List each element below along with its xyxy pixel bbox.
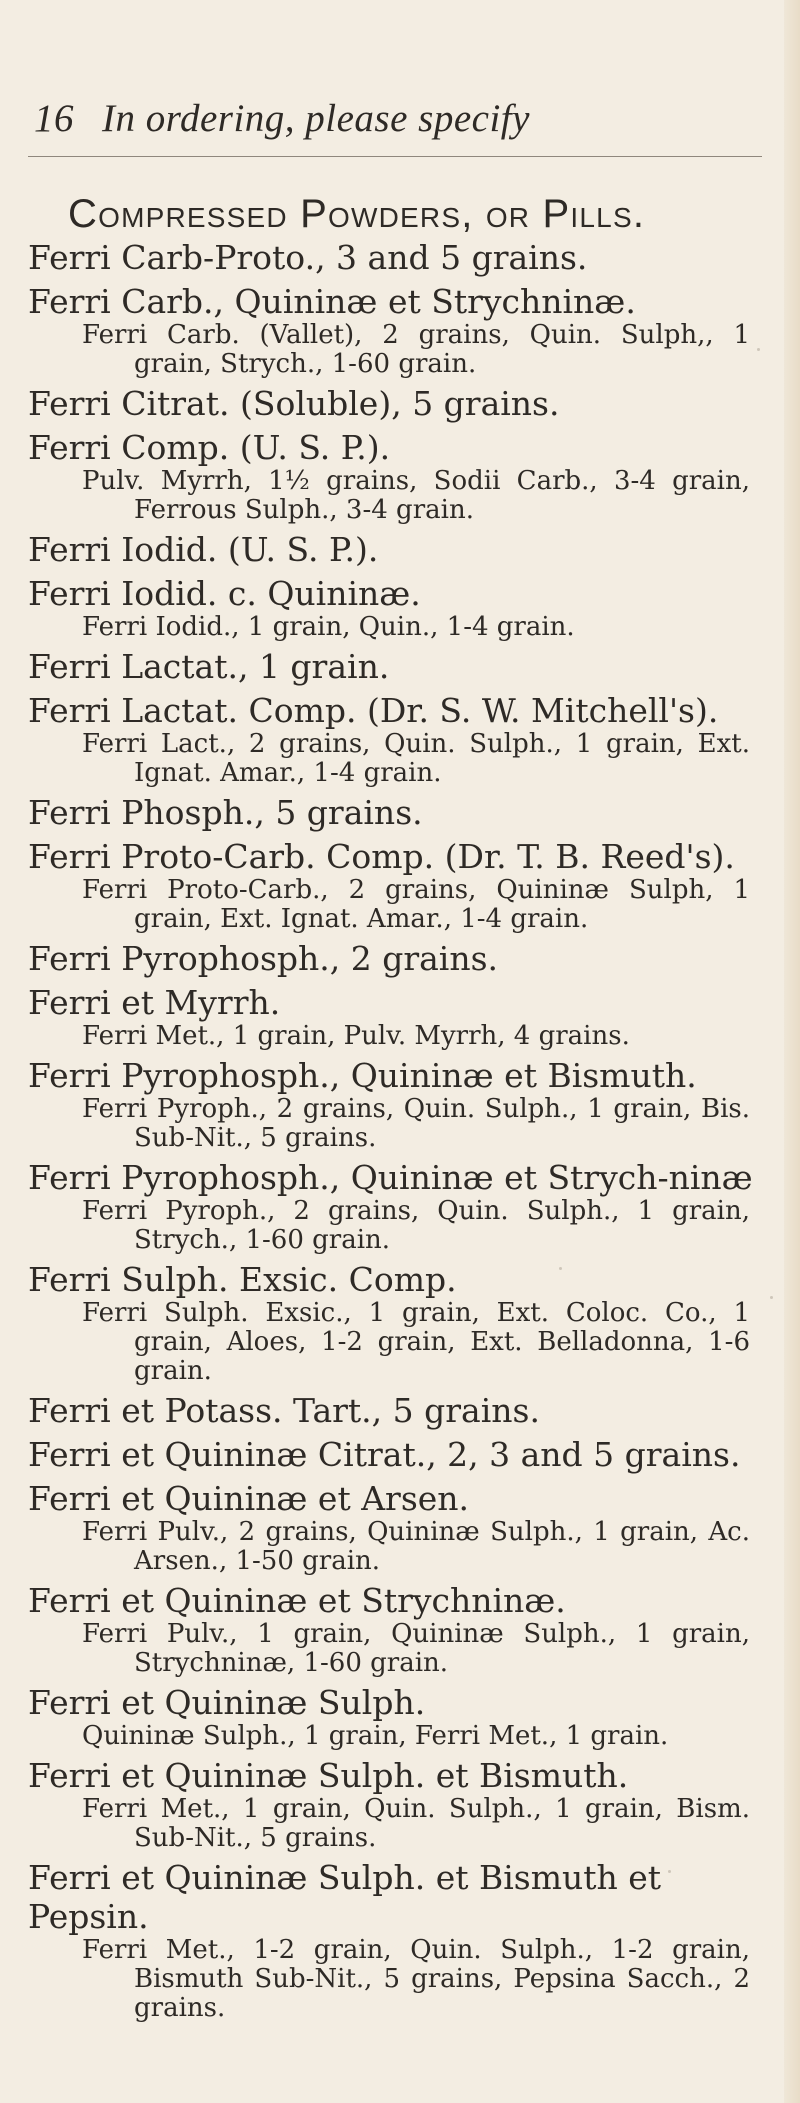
paper-speck (770, 1296, 773, 1299)
product-title: Ferri Phosph., 5 grains. (28, 793, 423, 832)
running-header (34, 98, 754, 140)
product-title: Ferri Pyrophosph., Quininæ et Strych-ninæ (28, 1158, 753, 1197)
product-title: Ferri Comp. (U. S. P.). (28, 428, 391, 467)
product-entry (0, 238, 784, 277)
product-detail: Pulv. Myrrh, 1½ grains, Sodii Carb., 3-4 grain, Ferrous Sulph., 3-4 grain. (82, 466, 750, 525)
product-detail: Ferri Proto-Carb., 2 grains, Quininæ Sulph, 1 grain, Ext. Ignat. Amar., 1-4 grain. (82, 875, 750, 934)
product-entry (0, 647, 784, 686)
product-title: Ferri et Quininæ et Strychninæ. (28, 1581, 566, 1620)
product-entry (0, 428, 784, 525)
product-entry (0, 1756, 784, 1853)
product-entry (0, 574, 784, 642)
product-title: Ferri et Quininæ Citrat., 2, 3 and 5 grains. (28, 1435, 741, 1474)
product-detail: Ferri Pyroph., 2 grains, Quin. Sulph., 1 grain, Bis. Sub-Nit., 5 grains. (82, 1094, 750, 1153)
product-detail: Ferri Met., 1 grain, Quin. Sulph., 1 grain, Bism. Sub-Nit., 5 grains. (82, 1794, 750, 1853)
product-title: Ferri Iodid. c. Quininæ. (28, 574, 421, 613)
product-title: Ferri et Potass. Tart., 5 grains. (28, 1391, 540, 1430)
product-detail: Ferri Carb. (Vallet), 2 grains, Quin. Sulph,, 1 grain, Strych., 1-60 grain. (82, 320, 750, 379)
product-detail: Ferri Met., 1-2 grain, Quin. Sulph., 1-2 grain, Bismuth Sub-Nit., 5 grains, Pepsina Sacch., 2 grains. (82, 1935, 750, 2023)
product-title: Ferri Carb-Proto., 3 and 5 grains. (28, 238, 588, 277)
product-entry (0, 1581, 784, 1678)
product-title: Ferri Pyrophosph., 2 grains. (28, 939, 499, 978)
product-entry (0, 1260, 784, 1386)
product-detail: Ferri Lact., 2 grains, Quin. Sulph., 1 grain, Ext. Ignat. Amar., 1-4 grain. (82, 729, 750, 788)
product-entry (0, 1056, 784, 1153)
paper-speck (668, 1870, 671, 1873)
paper-speck (559, 1267, 562, 1270)
product-title: Ferri et Quininæ Sulph. et Bismuth. (28, 1756, 629, 1795)
product-detail: Ferri Pyroph., 2 grains, Quin. Sulph., 1 grain, Strych., 1-60 grain. (82, 1196, 750, 1255)
product-entry (0, 282, 784, 379)
product-title: Ferri Carb., Quininæ et Strychninæ. (28, 282, 636, 321)
product-entry (0, 384, 784, 423)
product-detail: Ferri Iodid., 1 grain, Quin., 1-4 grain. (82, 612, 575, 642)
product-entry (0, 793, 784, 832)
product-detail: Ferri Sulph. Exsic., 1 grain, Ext. Coloc. Co., 1 grain, Aloes, 1-2 grain, Ext. Belladonna, 1-6 grain. (82, 1298, 750, 1386)
product-list (0, 238, 784, 2023)
product-entry (0, 530, 784, 569)
product-title: Ferri et Quininæ Sulph. (28, 1683, 426, 1722)
product-title: Ferri Lactat., 1 grain. (28, 647, 390, 686)
product-entry (0, 1391, 784, 1430)
product-title: Ferri Lactat. Comp. (Dr. S. W. Mitchell's). (28, 691, 719, 730)
section-title: Compressed Powders, or Pills. (68, 192, 646, 236)
product-title: Ferri Proto-Carb. Comp. (Dr. T. B. Reed's). (28, 837, 735, 876)
product-title: Ferri et Myrrh. (28, 983, 281, 1022)
product-title: Ferri Citrat. (Soluble), 5 grains. (28, 384, 560, 423)
product-entry (0, 1479, 784, 1576)
product-title: Ferri et Quininæ et Arsen. (28, 1479, 470, 1518)
product-detail: Quininæ Sulph., 1 grain, Ferri Met., 1 grain. (82, 1721, 669, 1751)
running-title: In ordering, please specify (102, 97, 530, 140)
product-entry (0, 837, 784, 934)
product-title: Ferri Sulph. Exsic. Comp. (28, 1260, 457, 1299)
product-title: Ferri Pyrophosph., Quininæ et Bismuth. (28, 1056, 697, 1095)
product-entry (0, 983, 784, 1051)
product-entry (0, 939, 784, 978)
product-detail: Ferri Pulv., 2 grains, Quininæ Sulph., 1 grain, Ac. Arsen., 1-50 grain. (82, 1517, 750, 1576)
product-detail: Ferri Pulv., 1 grain, Quininæ Sulph., 1 grain, Strychninæ, 1-60 grain. (82, 1619, 750, 1678)
product-entry (0, 1858, 784, 2023)
product-entry (0, 691, 784, 788)
page-edge (784, 0, 800, 2103)
paper-speck (757, 348, 760, 351)
page-number: 16 (34, 97, 74, 140)
product-detail: Ferri Met., 1 grain, Pulv. Myrrh, 4 grains. (82, 1021, 630, 1051)
product-entry (0, 1435, 784, 1474)
product-entry (0, 1683, 784, 1751)
product-title: Ferri Iodid. (U. S. P.). (28, 530, 379, 569)
product-entry (0, 1158, 784, 1255)
header-rule (28, 156, 762, 157)
product-title: Ferri et Quininæ Sulph. et Bismuth et Pepsin. (28, 1858, 662, 1936)
